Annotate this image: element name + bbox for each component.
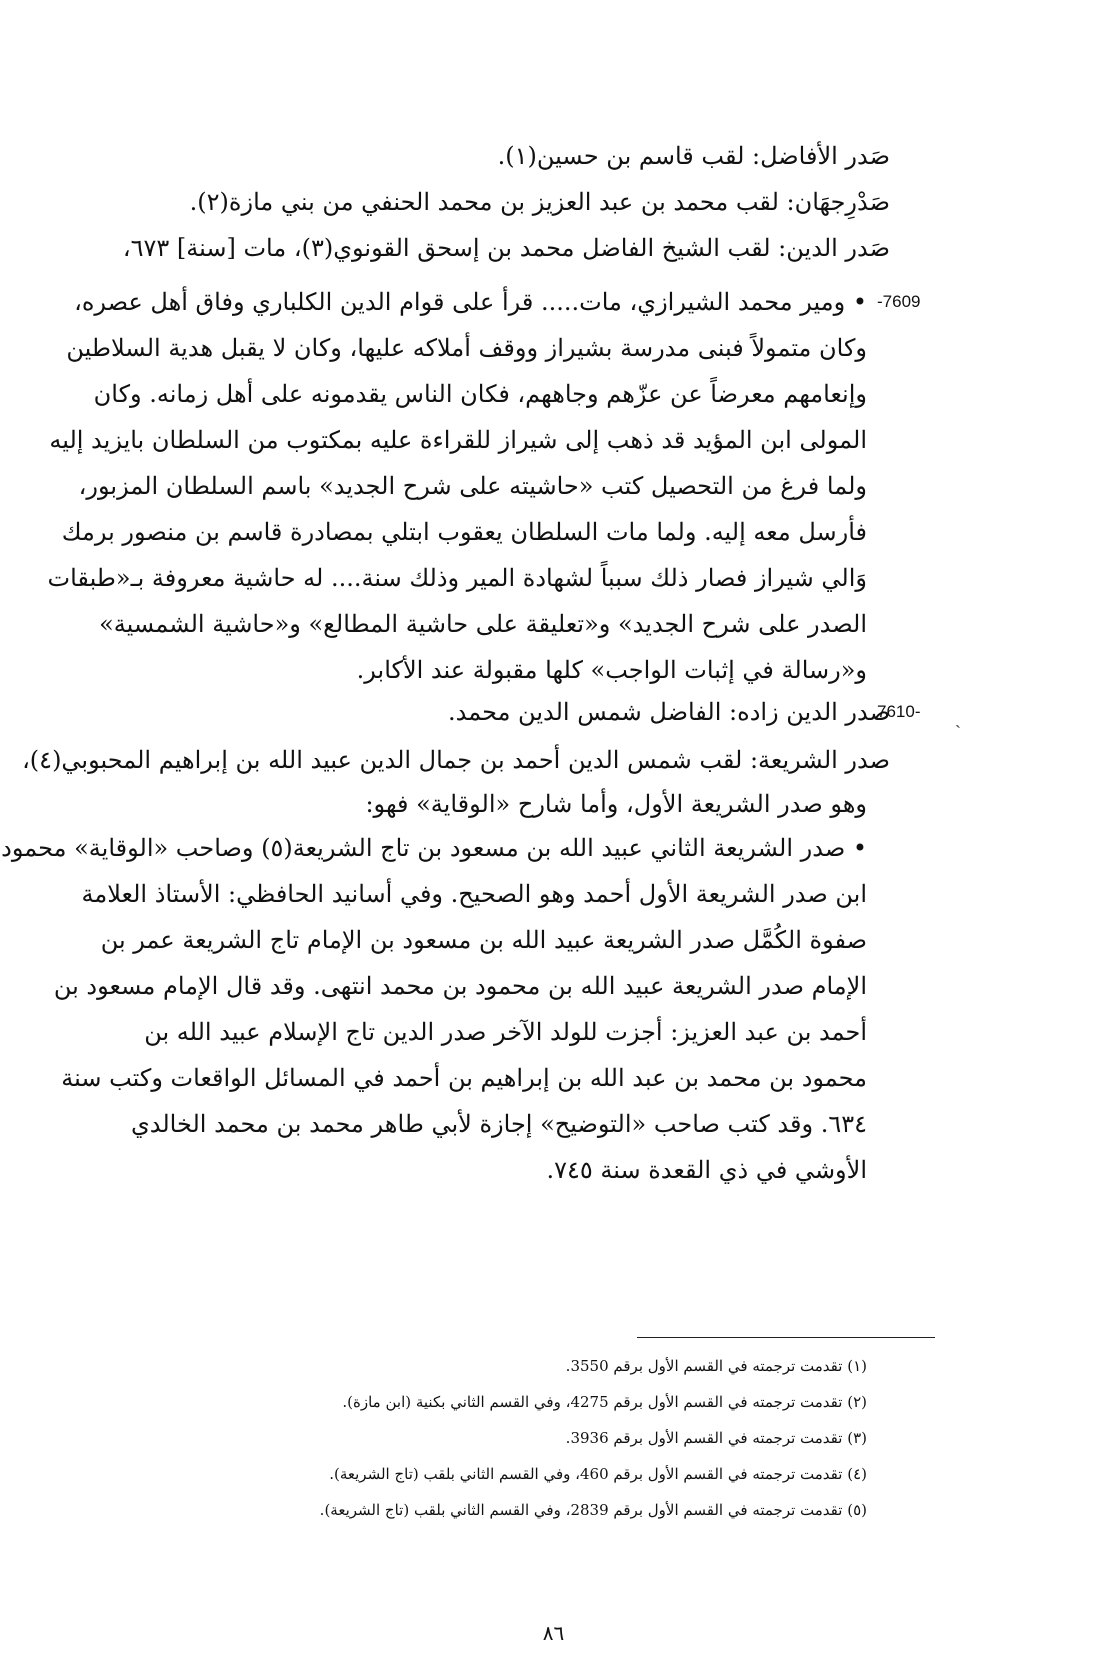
text-line-13: صدر الدين زاده: الفاضل شمس الدين محمد.: [447, 698, 890, 726]
footnote-5: (٥) تقدمت ترجمته في القسم الأول برقم 2839، وفي القسم الثاني بلقب (تاج الشريعة).: [319, 1501, 867, 1519]
entry-number-7609: -7609: [877, 292, 921, 311]
text-line-12: و«رسالة في إثبات الواجب» كلها مقبولة عند الأكابر.: [356, 656, 867, 684]
text-line-23: الأوشي في ذي القعدة سنة ٧٤٥.: [546, 1156, 867, 1184]
text-line-4: • ومير محمد الشيرازي، مات..... قرأ على قوام الدين الكلباري وفاق أهل عصره،: [74, 288, 867, 316]
text-line-14: صدر الشريعة: لقب شمس الدين أحمد بن جمال الدين عبيد الله بن إبراهيم المحبوبي(٤)،: [22, 746, 890, 774]
footnote-4: (٤) تقدمت ترجمته في القسم الأول برقم 460، وفي القسم الثاني بلقب (تاج الشريعة).: [329, 1465, 867, 1483]
text-line-20: أحمد بن عبد العزيز: أجزت للولد الآخر صدر الدين تاج الإسلام عبيد الله بن: [144, 1018, 867, 1046]
text-line-8: ولما فرغ من التحصيل كتب «حاشيته على شرح الجديد» باسم السلطان المزبور،: [78, 472, 867, 500]
page-number: ٨٦: [542, 1621, 565, 1645]
text-line-10: وَالي شيراز فصار ذلك سبباً لشهادة المير وذلك سنة.... له حاشية معروفة بـ«طبقات: [47, 564, 867, 592]
text-line-22: ٦٣٤. وقد كتب صاحب «التوضيح» إجازة لأبي طاهر محمد بن محمد الخالدي: [130, 1110, 867, 1138]
text-line-11: الصدر على شرح الجديد» و«تعليقة على حاشية المطالع» و«حاشية الشمسية»: [99, 610, 867, 638]
text-line-3: صَدر الدين: لقب الشيخ الفاضل محمد بن إسحق القونوي(٣)، مات [سنة] ٦٧٣،: [122, 234, 890, 262]
footnote-2: (٢) تقدمت ترجمته في القسم الأول برقم 4275، وفي القسم الثاني بكنية (ابن مازة).: [342, 1393, 867, 1411]
text-line-21: محمود بن محمد بن عبد الله بن إبراهيم بن أحمد في المسائل الواقعات وكتب سنة: [61, 1064, 867, 1092]
text-line-6: وإنعامهم معرضاً عن عزّهم وجاههم، فكان الناس يقدمونه على أهل زمانه. وكان: [93, 380, 867, 408]
footnote-separator: [637, 1337, 935, 1338]
entry-number-7610: 7610-: [877, 702, 921, 721]
text-line-19: الإمام صدر الشريعة عبيد الله بن محمود بن محمد انتهى. وقد قال الإمام مسعود بن: [53, 972, 867, 1000]
text-line-5: وكان متمولاً فبنى مدرسة بشيراز ووقف أملاكه عليها، وكان لا يقبل هدية السلاطين: [66, 334, 867, 362]
text-line-1: صَدر الأفاضل: لقب قاسم بن حسين(١).: [497, 142, 890, 170]
footnote-3: (٣) تقدمت ترجمته في القسم الأول برقم 3936.: [565, 1429, 867, 1447]
text-line-15: وهو صدر الشريعة الأول، وأما شارح «الوقاية» فهو:: [365, 790, 867, 818]
text-line-7: المولى ابن المؤيد قد ذهب إلى شيراز للقراءة عليه بمكتوب من السلطان بايزيد إليه: [49, 426, 867, 454]
text-line-18: صفوة الكُمَّل صدر الشريعة عبيد الله بن مسعود بن الإمام تاج الشريعة عمر بن: [100, 926, 867, 954]
text-line-17: ابن صدر الشريعة الأول أحمد وهو الصحيح. وفي أسانيد الحافظي: الأستاذ العلامة: [81, 880, 867, 908]
text-line-16: • صدر الشريعة الثاني عبيد الله بن مسعود بن تاج الشريعة(٥) وصاحب «الوقاية» محمود: [1, 834, 867, 862]
margin-mark: ˎ: [955, 708, 961, 729]
text-line-9: فأرسل معه إليه. ولما مات السلطان يعقوب ابتلي بمصادرة قاسم بن منصور برمك: [61, 518, 867, 546]
footnote-1: (١) تقدمت ترجمته في القسم الأول برقم 3550.: [565, 1357, 867, 1375]
text-line-2: صَدْرِجهَان: لقب محمد بن عبد العزيز بن محمد الحنفي من بني مازة(٢).: [189, 188, 890, 216]
